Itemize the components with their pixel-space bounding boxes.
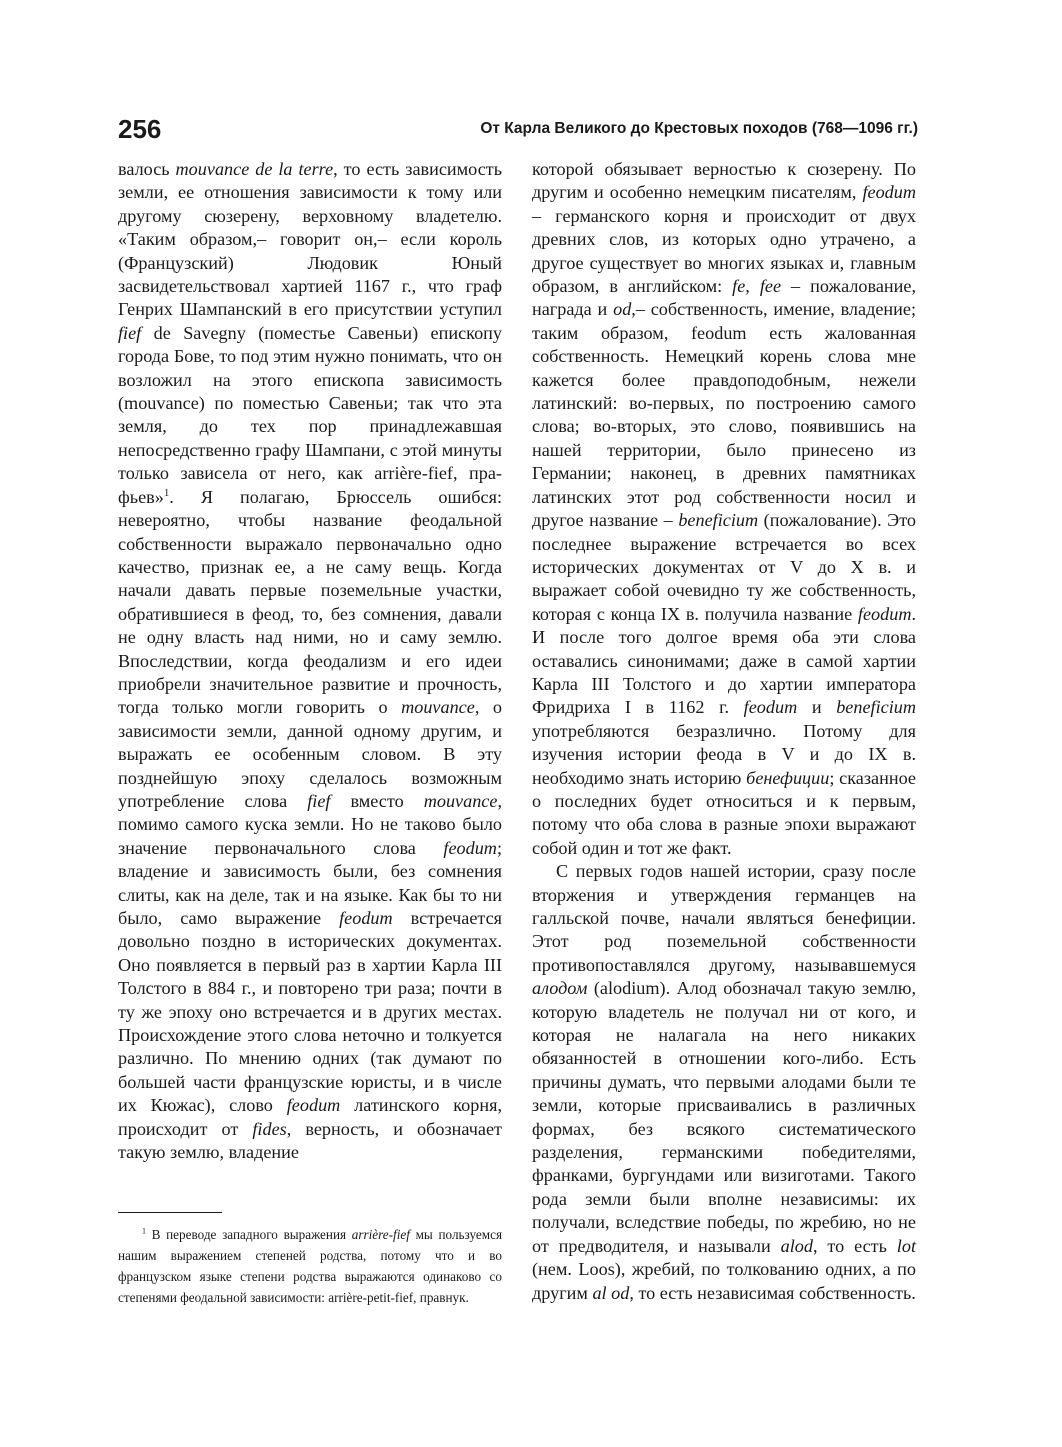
page-header [118, 114, 918, 146]
paragraph: С первых годов нашей истории, сразу после вторжения и утверждения германцев на галльской почве, начали являться бенефиции. Этот род поземельной собственности противопоставлялся другому, называвшемуся алодом (alodium). Алод обозначал такую землю, которую владетель не получал ни от кого, и которая не налагала на него никаких обязанностей в отношении кого-либо. Есть причины думать, что первыми алодами были те земли, которые присваивались в различных формах, без всякого систематического разделения, германскими победителями, франками, бургундами или визиготами. Такого рода земли были вполне независимы: их получали, вследствие победы, по жребию, но не от предводителя, и называли alod, то есть lot (нем. Loos), жребий, по толкованию одних, а по другим al od, то есть независимая собственность. [532, 861, 916, 1303]
footnote-divider [118, 1212, 222, 1213]
paragraph: которой обязывает верностью к сюзерену. По другим и особенно немецким писателям, feodum – германского корня и происходит от двух древних слов, из которых одно утрачено, а другое существует во многих языках и, главным образом, в английском: fe, fee – пожалование, награда и od,– собственность, имение, владение; таким образом, feodum есть жалованная собственность. Немецкий корень слова мне кажется более правдоподобным, нежели латинский: во-первых, по построению самого слова; во-вторых, это слово, появившись на нашей территории, было принесено из Германии; наконец, в древних памятниках латинских этот род собственности носил и другое название – beneficium (пожалование). Это последнее выражение встречается во всех исторических документах от V до X в. и выражает собой очевидно ту же собственность, которая с конца IX в. получила название feodum. И после того долгое время оба эти слова оставались синонимами; даже в самой хартии Карла III Толстого и до хартии императора Фридриха I в 1162 г. feodum и beneficium употребляются безразлично. Потому для изучения истории феода в V и до IX в. необходимо знать историю бенефиции; сказанное о последних будет относиться и к первым, потому что оба слова в разные эпохи выражают собой один и тот же факт. [532, 159, 916, 858]
right-column [532, 158, 916, 1305]
footnote-text: $^1$ В переводе западного выражения arrière-fief мы пользуемся нашим выражением степеней родства, потому что и во французском языке степени родства выражаются одинаково со степенями феодальной зависимости: arrière-petit-fief, правнук. [118, 1226, 503, 1305]
paragraph: валось mouvance de la terre, то есть зависимость земли, ее отношения зависимости к тому или другому сюзерену, верховному владетелю. «Таким образом,– говорит он,– если король (Французский) Людовик Юный засвидетельствовал хартией 1167 г., что граф Генрих Шампанский в его присутствии уступил fief de Savegny (поместье Савеньи) епископу города Бове, то под этим нужно понимать, что он возложил на этого епископа зависимость (mouvance) по поместью Савеньи; так что эта земля, до тех пор принадлежавшая непосредственно графу Шампани, с этой минуты только зависела от него, как arrière-fief, пра-фьев»$^1$. Я полагаю, Брюссель ошибся: невероятно, чтобы название феодальной собственности выражало первоначально одно качество, признак ее, а не саму вещь. Когда начали давать первые поземельные участки, обратившиеся в феод, то, без сомнения, давали не одну власть над ними, но и саму землю. Впоследствии, когда феодализм и его идеи приобрели значительное развитие и прочность, тогда только могли говорить о mouvance, о зависимости земли, данной одному другим, и выражать ее особенным словом. В эту позднейшую эпоху сделалось возможным употребление слова fief вместо mouvance, помимо самого куска земли. Но не таково было значение первоначального слова feodum; владение и зависимость были, без сомнения слиты, как на деле, так и на языке. Как бы то ни было, само выражение feodum встречается довольно поздно в исторических документах. Оно появляется в первый раз в хартии Карла III Толстого в 884 г., и повторено три раза; почти в ту же эпоху оно встречается и в других местах. Происхождение этого слова неточно и толкуется различно. По мнению одних (так думают по большей части французские юристы, и в числе их Кюжас), слово feodum латинского корня, происходит от fides, верность, и обозначает такую землю, владение [118, 159, 503, 1163]
page-number: 256 [118, 114, 162, 144]
running-title: От Карла Великого до Крестовых походов (768—1096 гг.) [480, 120, 918, 137]
left-column [118, 158, 502, 1164]
footnote-marker: 1 [142, 1226, 146, 1236]
footnote [118, 1224, 502, 1308]
footnote-ref[interactable]: 1 [163, 486, 170, 499]
